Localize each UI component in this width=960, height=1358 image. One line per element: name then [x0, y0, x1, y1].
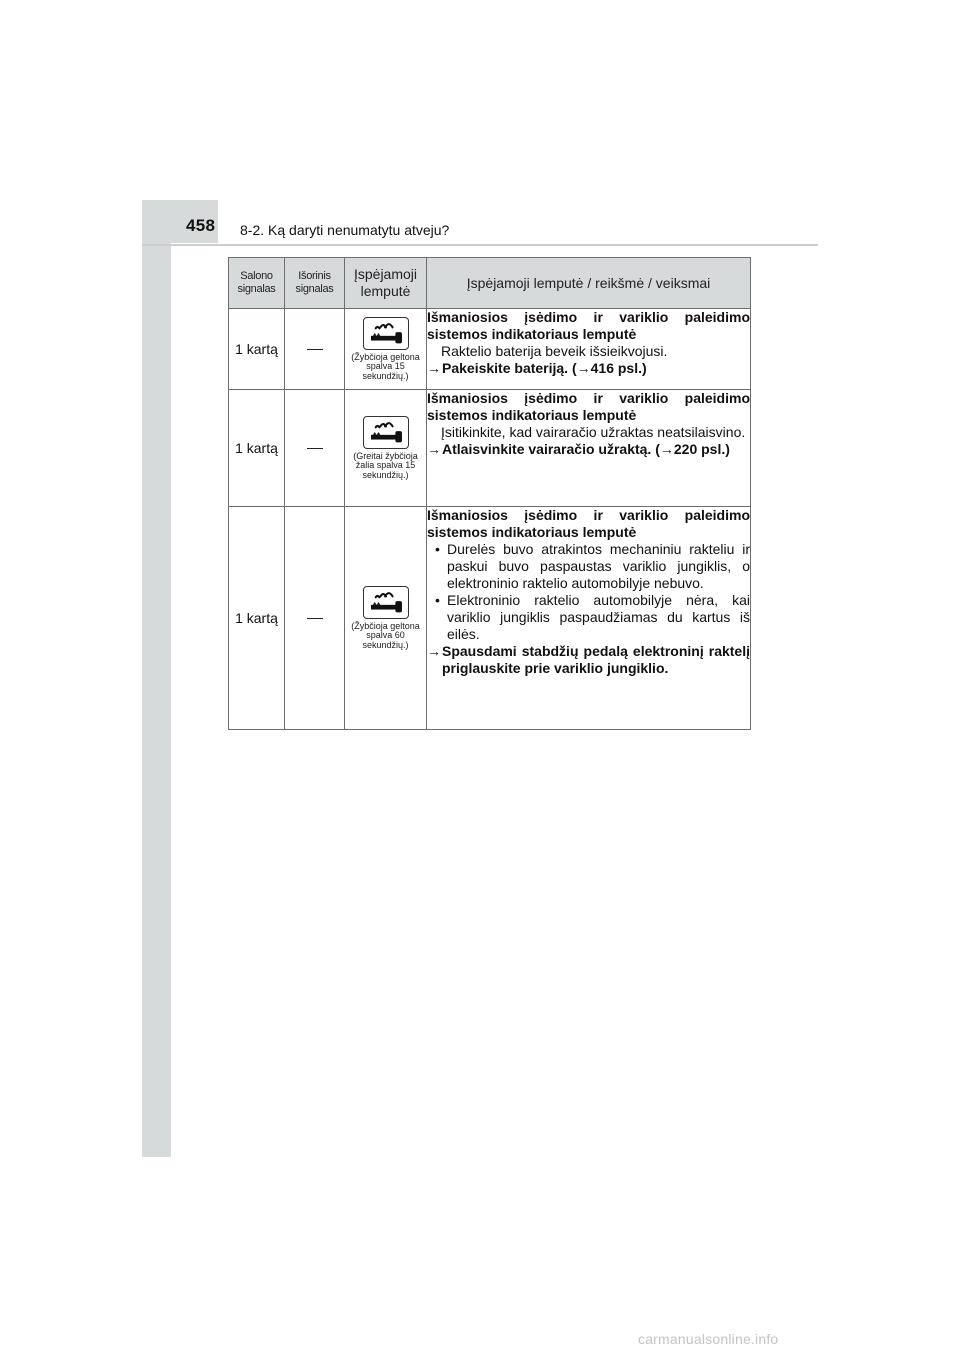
interior-signal: 1 kartą: [229, 309, 285, 390]
smart-key-icon: [363, 416, 409, 449]
exterior-signal: [285, 507, 345, 730]
lamp-caption: (Žybčioja geltona spalva 60 sekundžių.): [351, 620, 420, 650]
interior-signal: 1 kartą: [229, 390, 285, 507]
exterior-signal: [285, 390, 345, 507]
warning-table: [228, 257, 751, 730]
watermark: carmanualsonline.info: [638, 1331, 779, 1347]
action-text: Spausdami stabdžių pedalą elektroninį raktelį priglauskite prie variklio jungiklio.: [442, 643, 750, 676]
lamp-cell: [345, 390, 427, 507]
bullet-icon: •: [435, 541, 440, 557]
exterior-signal: [285, 309, 345, 390]
table-row: [229, 390, 751, 507]
side-band: [142, 200, 171, 1157]
interior-signal: 1 kartą: [229, 507, 285, 730]
smart-key-icon: [363, 586, 409, 619]
dash: [307, 349, 323, 350]
action-line: [427, 360, 750, 377]
action-text: Pakeiskite bateriją. (→416 psl.): [442, 360, 647, 376]
arrow-icon: →: [427, 643, 441, 659]
table-row: [229, 309, 751, 390]
arrow-icon: →: [427, 360, 441, 376]
action-text: Atlaisvinkite vairaračio užraktą. (→220 psl.): [442, 441, 730, 457]
bullet-text: Elektroninio raktelio automobilyje nėra, kai variklio jungiklis paspaudžiamas du kartus iš eilės.: [447, 592, 750, 642]
header-rule: [142, 244, 818, 246]
dash: [307, 618, 323, 619]
section-title: 8-2. Ką daryti nenumatytu atveju?: [240, 222, 450, 238]
page-number: 458: [186, 216, 216, 235]
action-line: [427, 643, 750, 677]
indicator-title: Išmaniosios įsėdimo ir variklio paleidimo sistemos indikatoriaus lemputė: [427, 507, 750, 540]
bullet-item: [427, 592, 750, 643]
bullet-text: Durelės buvo atrakintos mechaniniu rakteliu ir paskui buvo paspaustas variklio jungiklis, o elektroninio raktelio automobilyje nebuvo.: [447, 541, 750, 591]
lamp-cell: [345, 507, 427, 730]
table-row: [229, 507, 751, 730]
lamp-caption: (Greitai žybčioja žalia spalva 15 sekundžių.): [353, 450, 418, 480]
bullet-item: [427, 541, 750, 592]
meaning-text: Raktelio baterija beveik išsieikvojusi.: [441, 343, 668, 359]
col-header-meaning: Įspėjamoji lemputė / reikšmė / veiksmai: [427, 258, 751, 309]
lamp-caption: (Žybčioja geltona spalva 15 sekundžių.): [351, 351, 420, 381]
arrow-icon: →: [427, 441, 441, 457]
meaning-cell: [427, 390, 751, 507]
table-header-row: [229, 258, 751, 309]
meaning-cell: [427, 309, 751, 390]
indicator-title: Išmaniosios įsėdimo ir variklio paleidimo sistemos indikatoriaus lemputė: [427, 390, 750, 423]
col-header-exterior: Išorinis signalas: [285, 258, 345, 309]
lamp-cell: [345, 309, 427, 390]
indicator-title: Išmaniosios įsėdimo ir variklio paleidimo sistemos indikatoriaus lemputė: [427, 309, 750, 342]
meaning-text: Įsitikinkite, kad vairaračio užraktas neatsilaisvino.: [441, 424, 746, 440]
action-line: [427, 441, 750, 458]
meaning-cell: [427, 507, 751, 730]
bullet-icon: •: [435, 592, 440, 608]
col-header-lamp: Įspėjamoji lemputė: [345, 258, 427, 309]
smart-key-icon: [363, 317, 409, 350]
dash: [307, 448, 323, 449]
col-header-interior: Salono signalas: [229, 258, 285, 309]
